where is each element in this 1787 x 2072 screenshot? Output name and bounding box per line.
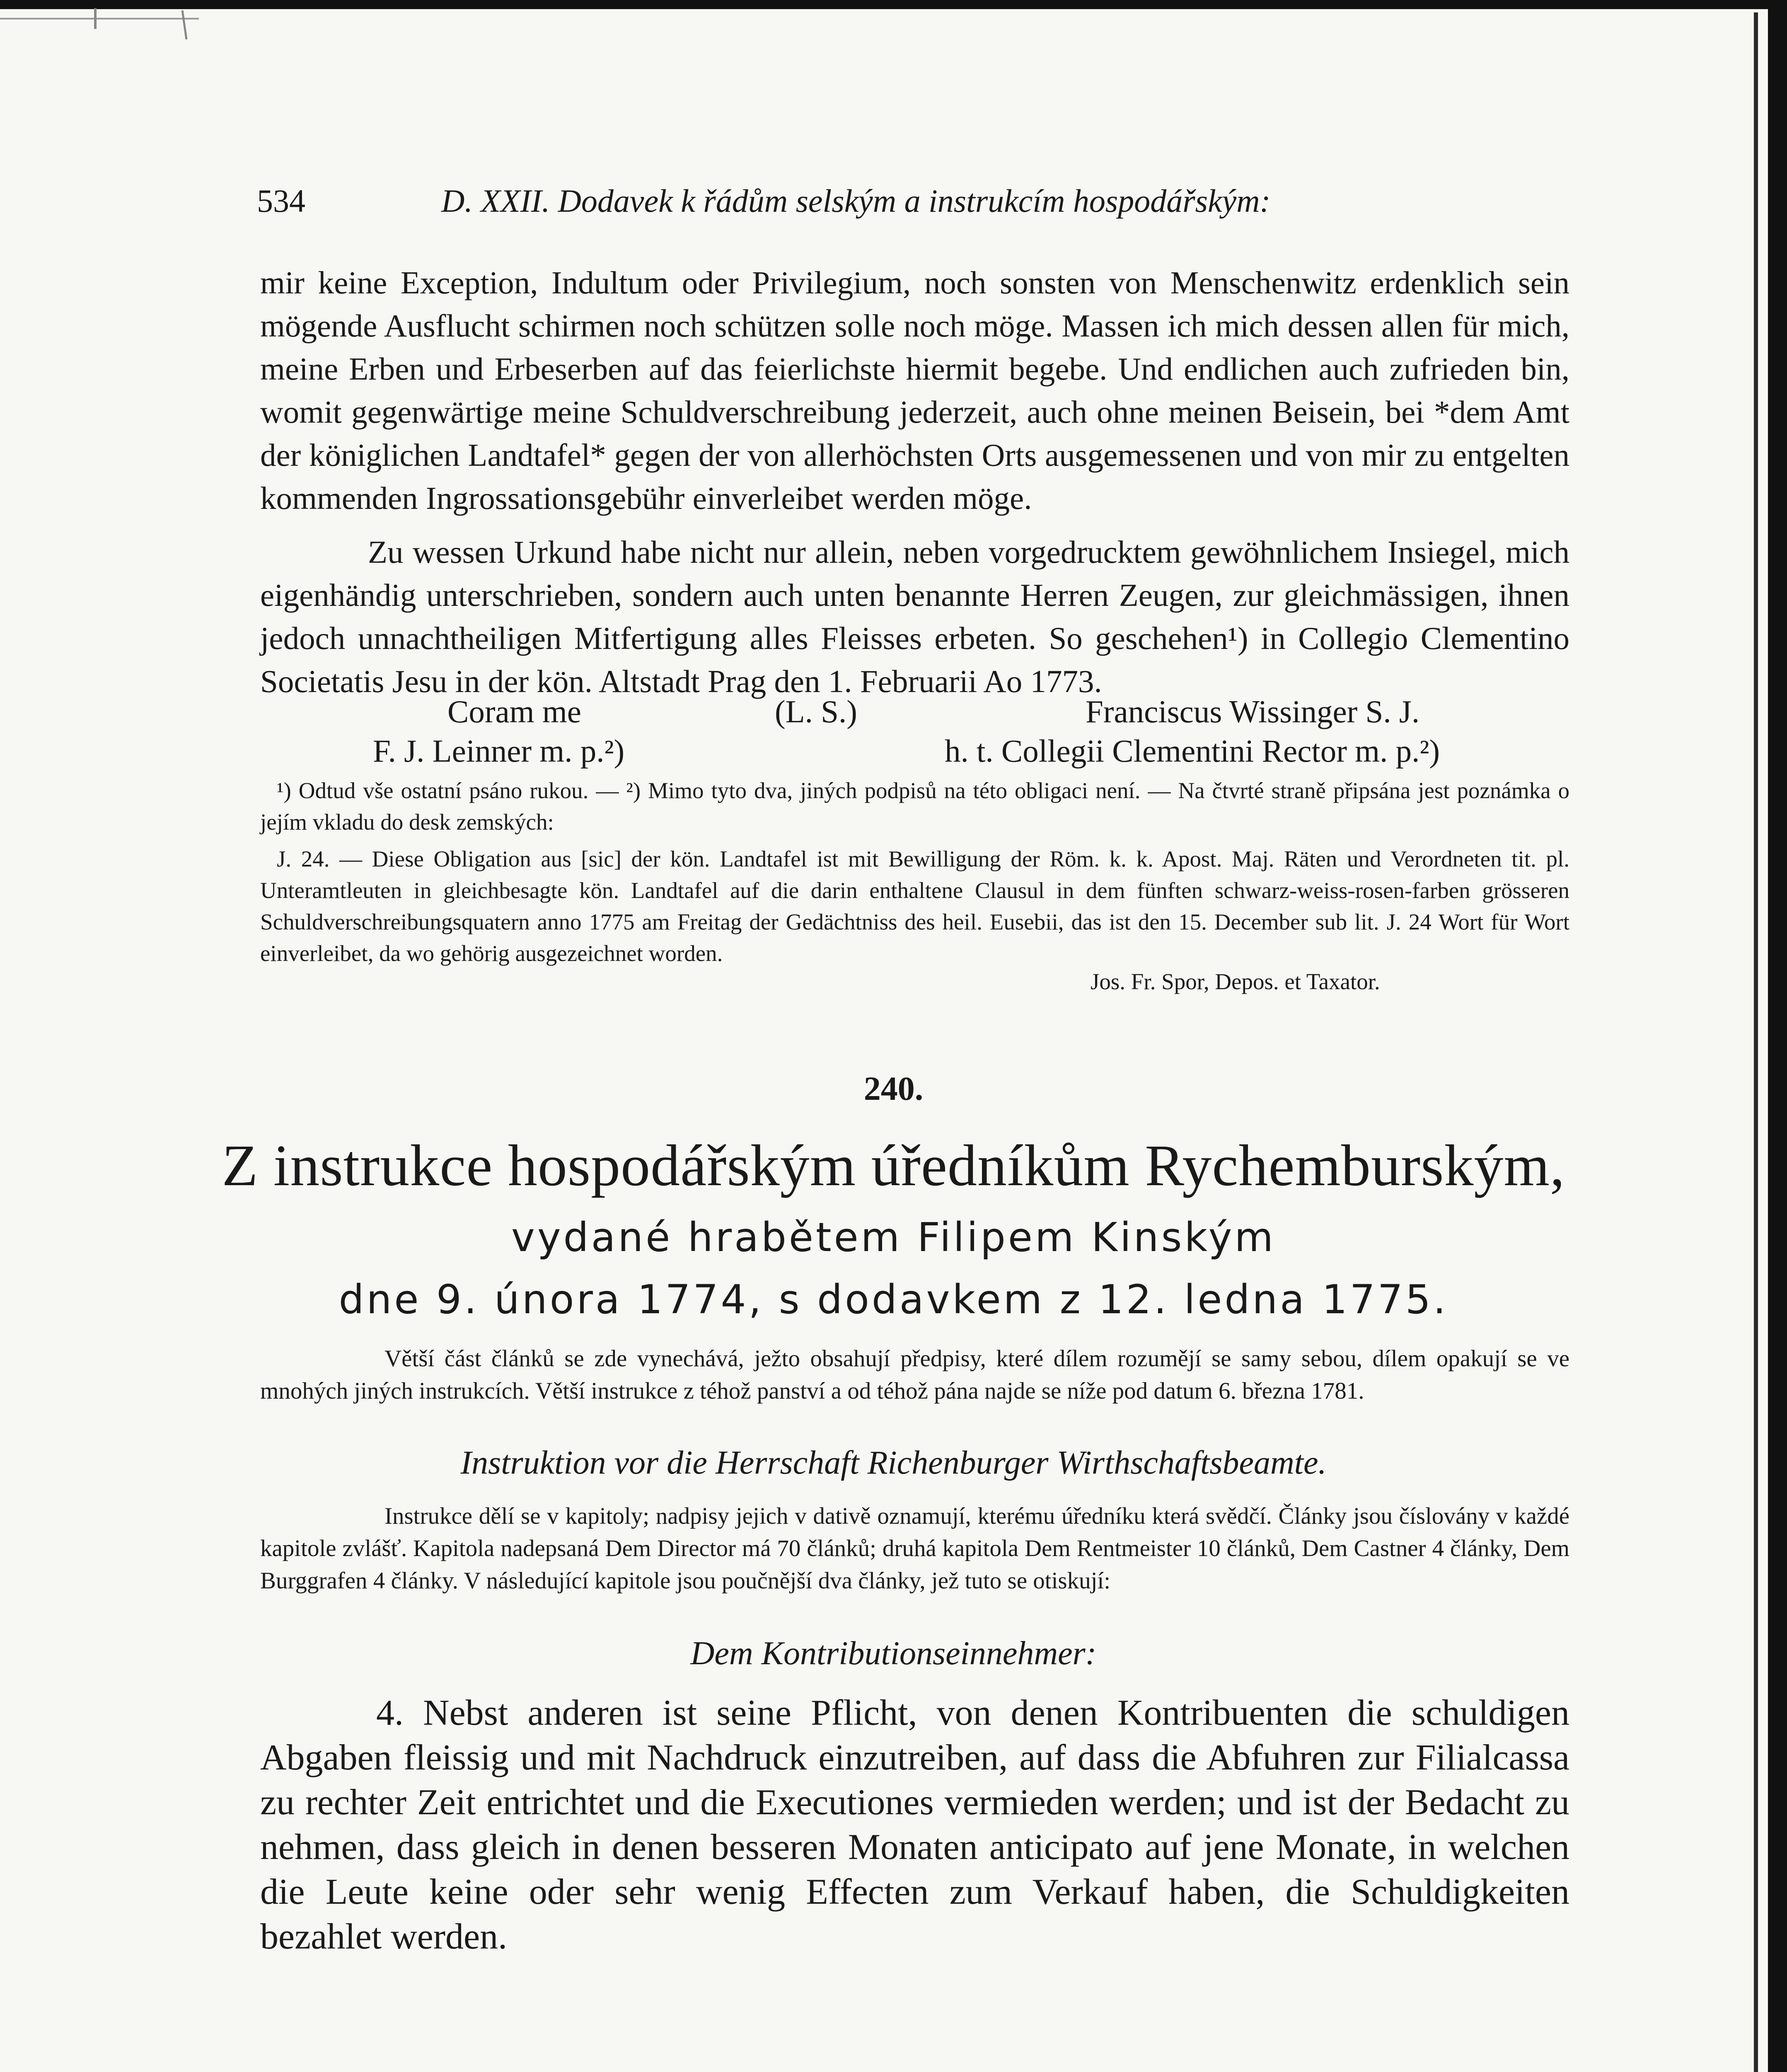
document-subtitle-2: dne 9. února 1774, s dodavkem z 12. ledna 1775. <box>339 1276 1448 1323</box>
signature-coram: Coram me <box>447 694 581 729</box>
article-4: 4. Nebst anderen ist seine Pflicht, von denen Kontribuenten die schuldigen Abgaben fleissig und mit Nachdruck einzutreiben, auf dass die Abfuhren zur Filialcassa zu rechter Zeit entrichtet und die Executiones vermieden werden; und ist der Bedacht zu nehmen, dass gleich in denen besseren Monaten anticipato auf jene Monate, in welchen die Leute keine oder sehr wenig Effecten zum Verkauf haben, die Schuldigkeiten bezahlet werden. <box>260 1693 1569 1957</box>
footnote-2: J. 24. — Diese Obligation aus [sic] der kön. Landtafel ist mit Bewilligung der Röm. k. k. Apost. Maj. Räten und Verordneten tit. pl. Unteramtleuten in gleichbesagte kön. Landtafel auf die darin enthaltene Clausul in dem fünften schwarz-weiss-rosen-farben grösseren Schuldverschreibungsquatern anno 1775 am Freitag der Gedächtniss des heil. Eusebii, das ist den 15. December sub lit. J. 24 Wort für Wort einverleibet, da wo gehörig ausgezeichnet worden. <box>260 846 1569 966</box>
scan-border-top <box>0 0 1787 9</box>
german-heading: Instruktion vor die Herrschaft Richenburger Wirthschaftsbeamte. <box>460 1445 1327 1481</box>
paragraph-1: mir keine Exception, Indultum oder Privilegium, noch sonsten von Menschenwitz erdenklich sein mögende Ausflucht schirmen noch schützen solle noch möge. Massen ich mich dessen allen für mich, meine Erben und Erbeserben auf das feierlichste hiermit begebe. Und endlichen auch zufrieden bin, womit gegenwärtige meine Schuldverschreibung jederzeit, auch ohne meinen Beisein, bei *dem Amt der königlichen Landtafel* gegen der von allerhöchsten Orts ausgemessenen und von mir zu entgelten kommenden Ingrossationsgebühr einverleibet werden möge. <box>260 265 1569 516</box>
page-header <box>257 182 1574 232</box>
scan-artifact-mark <box>0 0 199 41</box>
scan-border-right <box>1768 0 1787 2072</box>
signature-rector: h. t. Collegii Clementini Rector m. p.²) <box>945 733 1440 769</box>
document-number: 240. <box>863 1070 924 1107</box>
signature-wissinger: Franciscus Wissinger S. J. <box>1086 694 1420 729</box>
running-head: D. XXII. Dodavek k řádům selským a instrukcím hospodářským: <box>441 183 1271 219</box>
document-title: Z instrukce hospodářským úředníkům Rychemburským, <box>222 1133 1565 1198</box>
scan-border-right-inner <box>1754 12 1758 2072</box>
document-subtitle-1: vydané hrabětem Filipem Kinským <box>511 1214 1276 1261</box>
editorial-note: Větší část článků se zde vynechává, ježto obsahují předpisy, které dílem rozumějí se samy sebou, dílem opakují se ve mnohých jiných instrukcích. Větší instrukce z téhož panství a od téhož pána najde se níže pod datum 6. března 1781. <box>260 1346 1569 1404</box>
footnote-1: ¹) Odtud vše ostatní psáno rukou. — ²) Mimo tyto dva, jiných podpisů na této obligaci není. — Na čtvrté straně připsána jest poznámka o jejím vkladu do desk zemských: <box>260 778 1569 835</box>
chapter-heading: Dem Kontributionseinnehmer: <box>690 1635 1097 1672</box>
editorial-note-2: Instrukce dělí se v kapitoly; nadpisy jejich v dativě oznamují, kterému úředníku která svědčí. Články jsou číslovány v každé kapitole zvlášť. Kapitola nadepsaná Dem Director má 70 článků; druhá kapitola Dem Rentmeister 10 článků, Dem Castner 4 články, Dem Burggrafen 4 články. V následující kapitole jsou poučnější dva články, jež tuto se otiskují: <box>260 1503 1569 1594</box>
footnote-signature: Jos. Fr. Spor, Depos. et Taxator. <box>1091 969 1380 994</box>
signature-leinner: F. J. Leinner m. p.²) <box>373 733 625 769</box>
signature-seal: (L. S.) <box>775 694 857 729</box>
paragraph-2: Zu wessen Urkund habe nicht nur allein, neben vorgedrucktem gewöhnlichem Insiegel, mich eigenhändig unterschrieben, sondern auch unten benannte Herren Zeugen, zur gleichmässigen, ihnen jedoch unnachtheiligen Mitfertigung alles Fleisses erbeten. So geschehen¹) in Collegio Clementino Societatis Jesu in der kön. Altstadt Prag den 1. Februarii Ao 1773. <box>260 534 1569 699</box>
page-number: 534 <box>257 183 305 219</box>
